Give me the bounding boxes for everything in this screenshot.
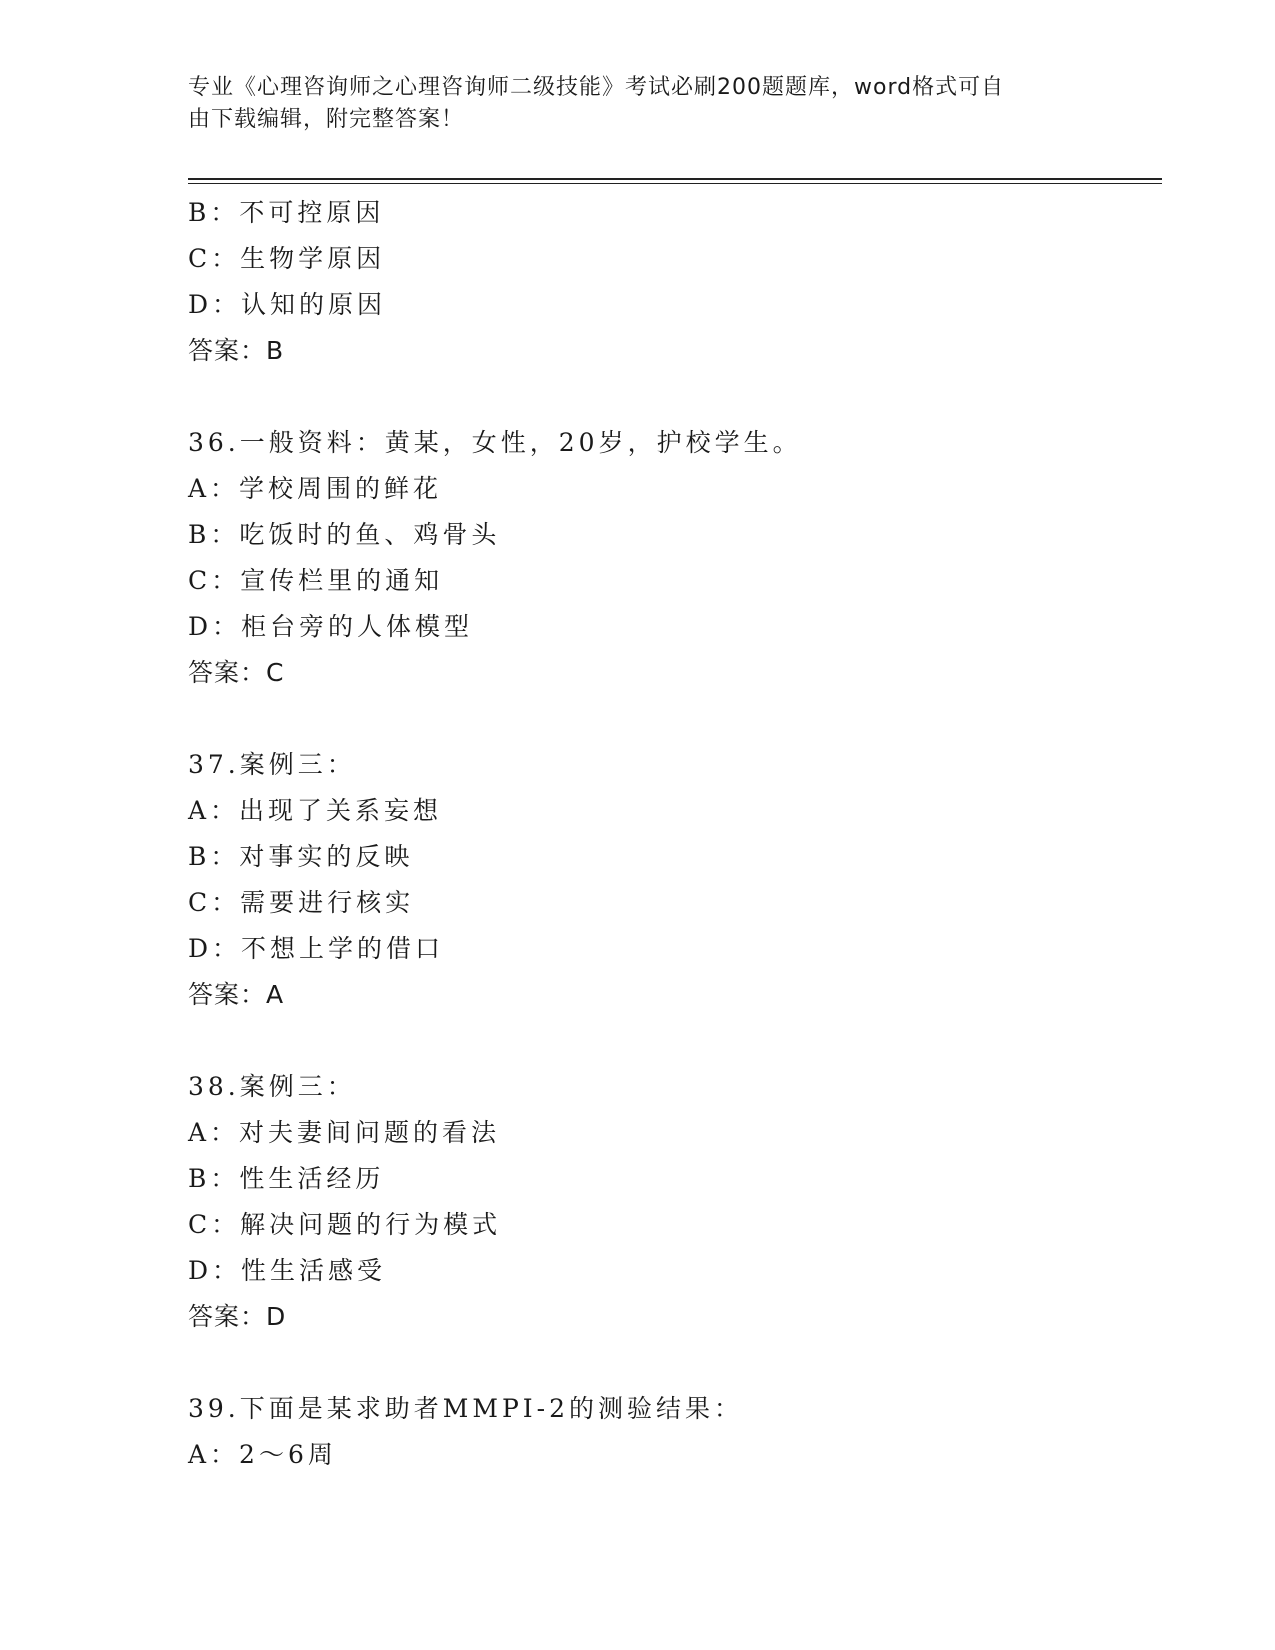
option-item: A：对夫妻间问题的看法 bbox=[188, 1118, 501, 1147]
option-item: D：认知的原因 bbox=[188, 290, 387, 319]
option-item: C：解决问题的行为模式 bbox=[188, 1210, 502, 1239]
header-line-2: 由下载编辑，附完整答案！ bbox=[188, 107, 465, 132]
option-item: B：性生活经历 bbox=[188, 1164, 385, 1193]
option-item: C：生物学原因 bbox=[188, 244, 386, 273]
option-item: B：对事实的反映 bbox=[188, 842, 414, 871]
option-item: C：宣传栏里的通知 bbox=[188, 566, 444, 595]
option-item: D：不想上学的借口 bbox=[188, 934, 445, 963]
option-item: B：不可控原因 bbox=[188, 198, 385, 227]
question-stem: 38.案例三： bbox=[188, 1072, 356, 1101]
question-list bbox=[188, 190, 1162, 1478]
question-stem: 37.案例三： bbox=[188, 750, 356, 779]
option-item: A：2～6周 bbox=[188, 1440, 337, 1469]
header-divider-thick bbox=[188, 178, 1162, 180]
question-stem: 39.下面是某求助者MMPI-2的测验结果： bbox=[188, 1394, 744, 1423]
answer-line: 答案：B bbox=[188, 336, 285, 365]
option-item: B：吃饭时的鱼、鸡骨头 bbox=[188, 520, 501, 549]
option-item: A：出现了关系妄想 bbox=[188, 796, 443, 825]
document-header bbox=[188, 72, 1088, 136]
header-divider-thin bbox=[188, 183, 1162, 184]
option-item: D：柜台旁的人体模型 bbox=[188, 612, 474, 641]
answer-line: 答案：C bbox=[188, 658, 285, 687]
answer-line: 答案：D bbox=[188, 1302, 287, 1331]
option-item: D：性生活感受 bbox=[188, 1256, 387, 1285]
question-stem: 36.一般资料：黄某，女性，20岁，护校学生。 bbox=[188, 428, 802, 457]
answer-line: 答案：A bbox=[188, 980, 285, 1009]
option-item: A：学校周围的鲜花 bbox=[188, 474, 443, 503]
option-item: C：需要进行核实 bbox=[188, 888, 415, 917]
header-line-1: 专业《心理咨询师之心理咨询师二级技能》考试必刷200题题库，word格式可自 bbox=[188, 75, 1005, 100]
